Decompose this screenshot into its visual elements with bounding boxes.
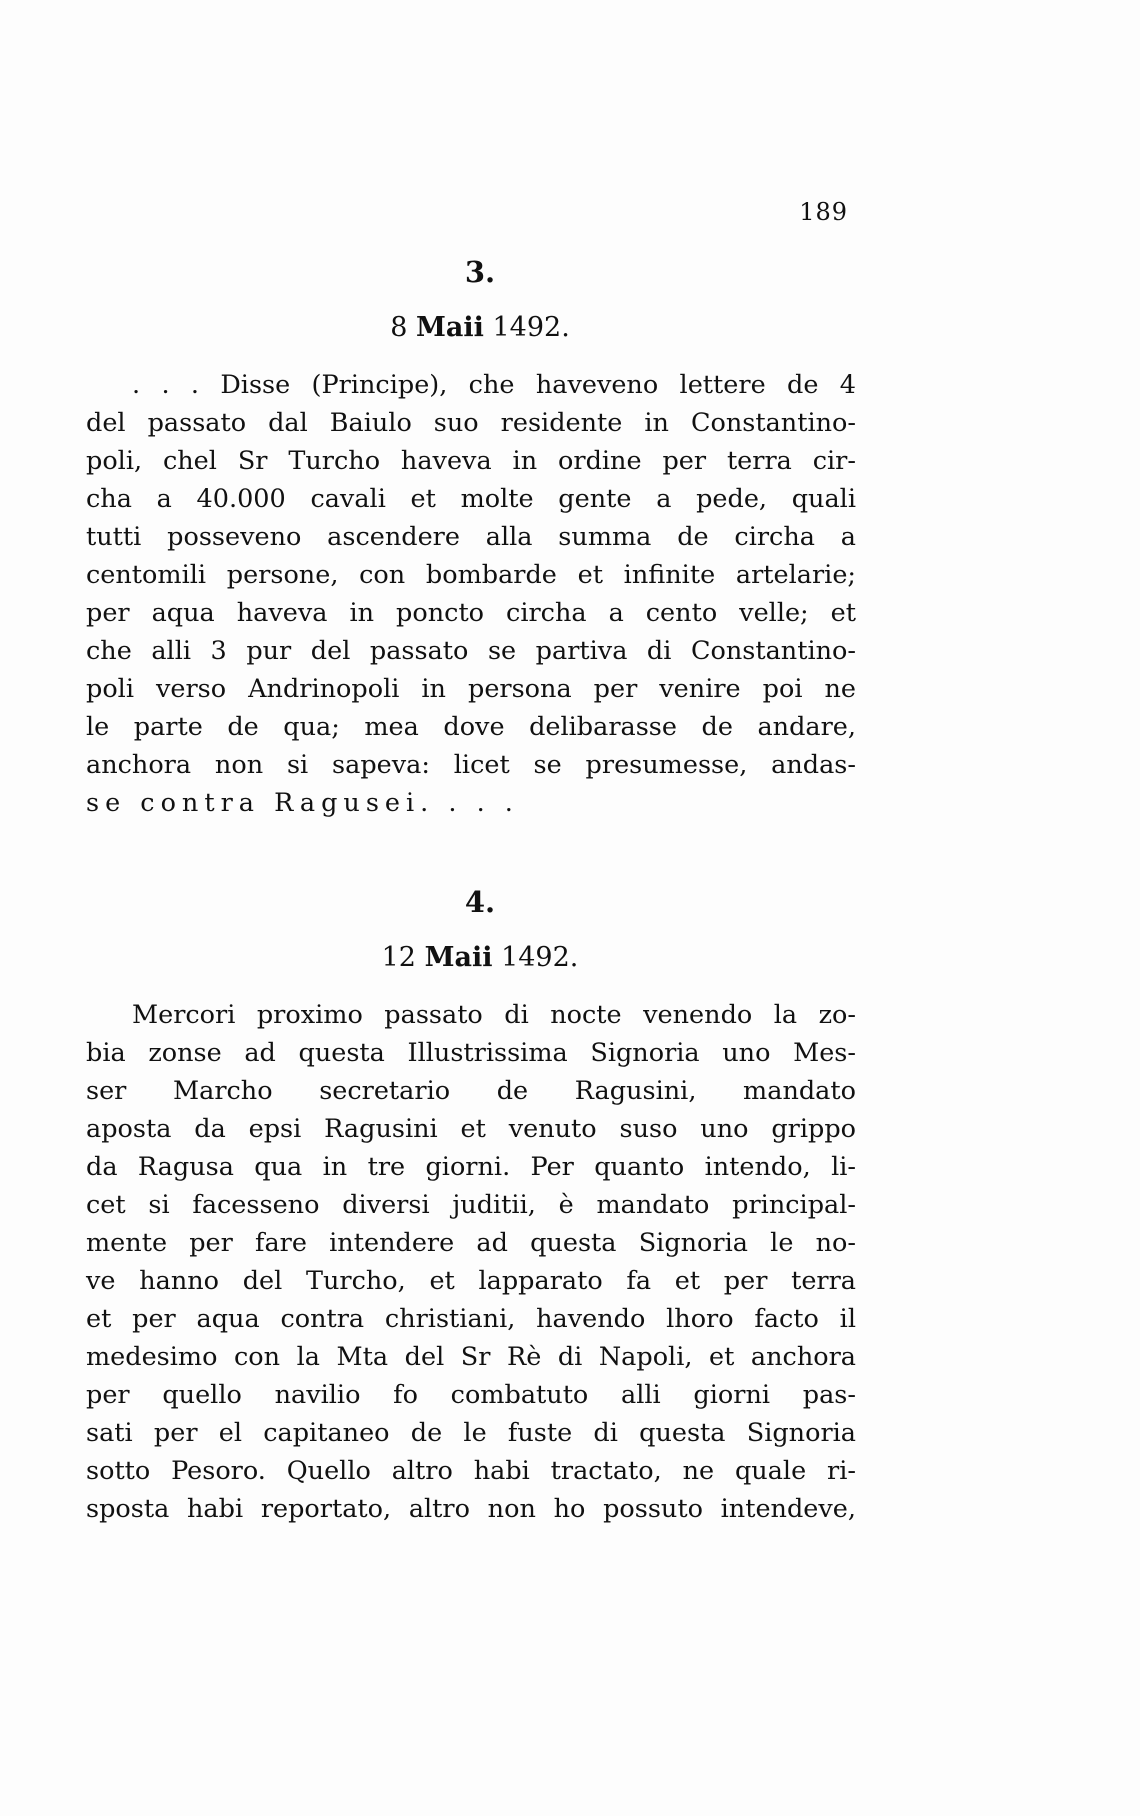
section-4 xyxy=(86,882,856,1528)
date-year: 1492. xyxy=(492,312,570,343)
body-line: che alli 3 pur del passato se partiva di Constantino- xyxy=(86,636,856,666)
body-line: sati per el capitaneo de le fuste di questa Signoria xyxy=(86,1418,856,1448)
body-line: mente per fare intendere ad questa Signoria le no- xyxy=(86,1228,856,1258)
body-line: se contra Ragusei. . . . xyxy=(86,788,519,818)
page-number: 189 xyxy=(799,198,848,226)
body-line: aposta da epsi Ragusini et venuto suso uno grippo xyxy=(86,1114,856,1144)
body-line: centomili persone, con bombarde et infinite artelarie; xyxy=(86,560,856,590)
body-line: anchora non si sapeva: licet se presumesse, andas- xyxy=(86,750,856,780)
section-body xyxy=(86,996,856,1528)
body-line: sotto Pesoro. Quello altro habi tractato, ne quale ri- xyxy=(86,1456,856,1486)
body-line: . . . Disse (Principe), che haveveno lettere de 4 xyxy=(132,370,856,400)
date-day: 12 xyxy=(381,942,416,973)
body-line: per aqua haveva in poncto circha a cento velle; et xyxy=(86,598,856,628)
body-line: sposta habi reportato, altro non ho possuto intendeve, xyxy=(86,1494,856,1524)
body-line: et per aqua contra christiani, havendo lhoro facto il xyxy=(86,1304,856,1334)
body-line: ve hanno del Turcho, et lapparato fa et per terra xyxy=(86,1266,856,1296)
body-line: cet si facesseno diversi juditii, è mandato principal- xyxy=(86,1190,856,1220)
section-body xyxy=(86,366,856,822)
body-line: tutti posseveno ascendere alla summa de circha a xyxy=(86,522,856,552)
section-date xyxy=(104,308,856,348)
body-line: poli, chel Sr Turcho haveva in ordine per terra cir- xyxy=(86,446,856,476)
date-month: Maii xyxy=(415,312,484,343)
section-date xyxy=(104,938,856,978)
body-line: cha a 40.000 cavali et molte gente a pede, quali xyxy=(86,484,856,514)
section-number: 3. xyxy=(464,255,496,289)
body-line: ser Marcho secretario de Ragusini, mandato xyxy=(86,1076,856,1106)
body-line: per quello navilio fo combatuto alli giorni pas- xyxy=(86,1380,856,1410)
date-month: Maii xyxy=(424,942,493,973)
body-line: Mercori proximo passato di nocte venendo la zo- xyxy=(132,1000,856,1030)
section-3 xyxy=(86,252,856,822)
body-line: le parte de qua; mea dove delibarasse de andare, xyxy=(86,712,856,742)
body-line: poli verso Andrinopoli in persona per venire poi ne xyxy=(86,674,856,704)
body-line: bia zonse ad questa Illustrissima Signoria uno Mes- xyxy=(86,1038,856,1068)
body-line: da Ragusa qua in tre giorni. Per quanto intendo, li- xyxy=(86,1152,856,1182)
date-day: 8 xyxy=(390,312,408,343)
body-line: del passato dal Baiulo suo residente in Constantino- xyxy=(86,408,856,438)
date-year: 1492. xyxy=(501,942,579,973)
body-line: medesimo con la Mta del Sr Rè di Napoli, et anchora xyxy=(86,1342,856,1372)
section-number: 4. xyxy=(464,885,496,919)
